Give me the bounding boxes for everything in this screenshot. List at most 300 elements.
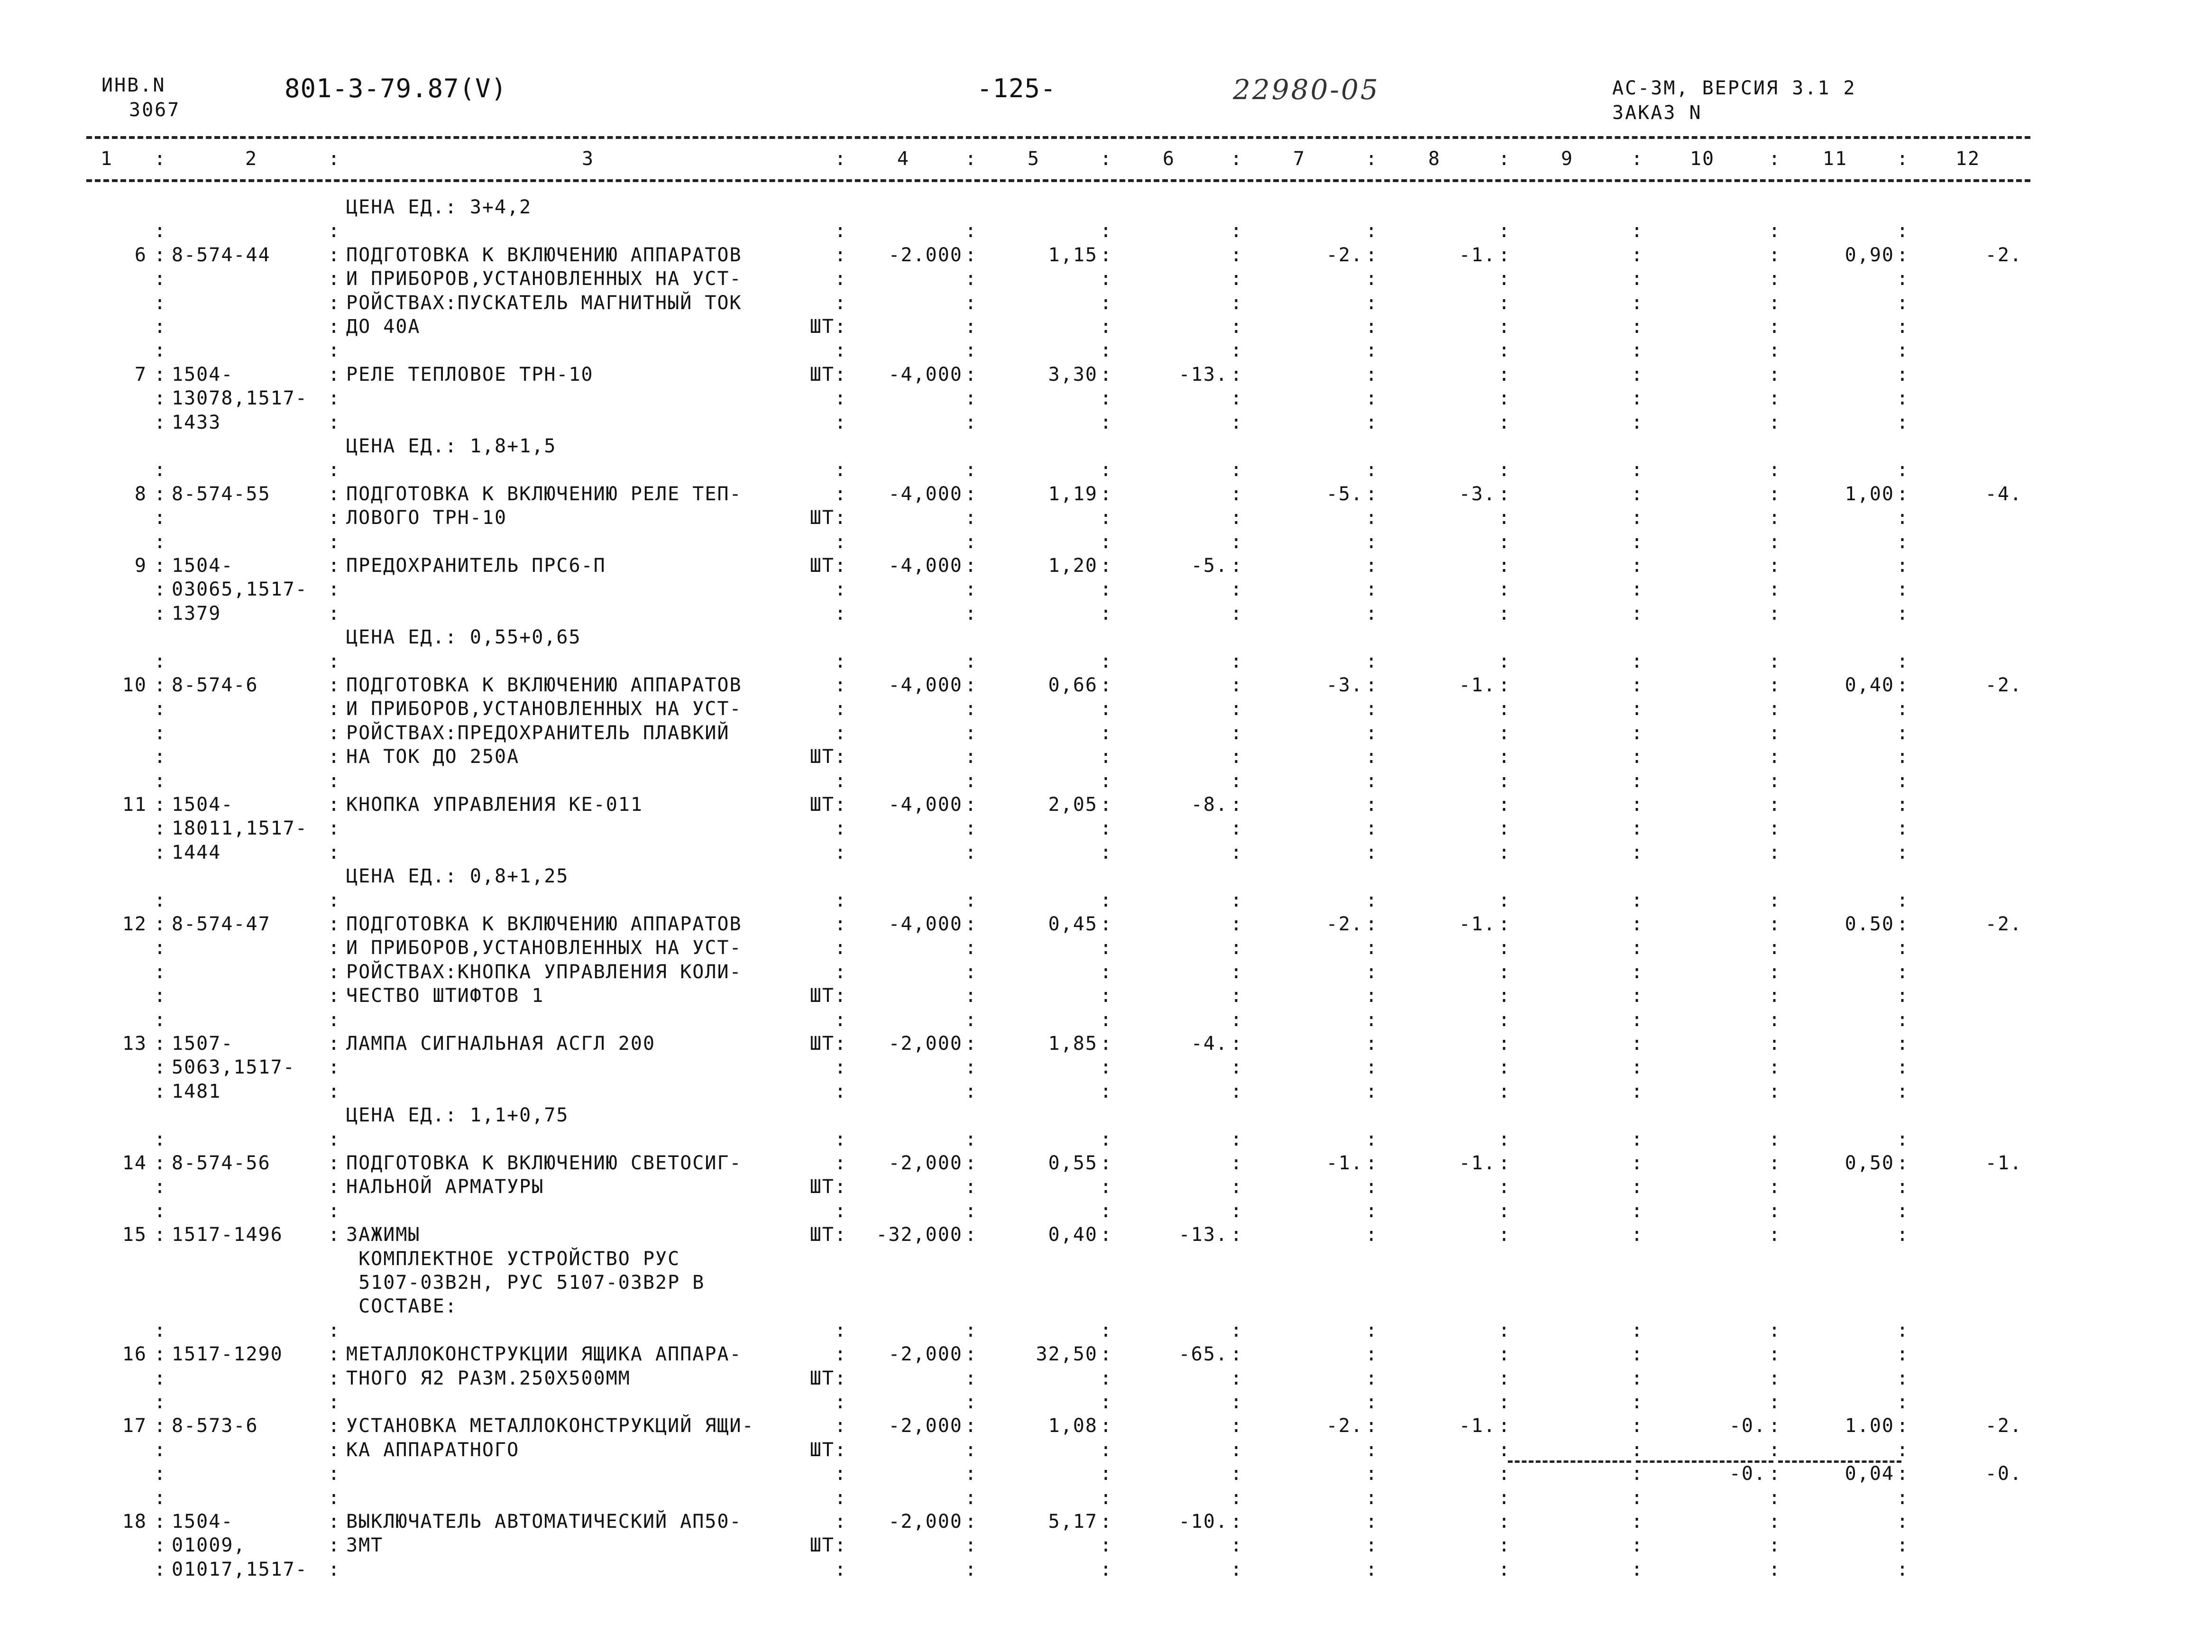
column-separator: :: [1498, 411, 1510, 433]
table-row: [0, 602, 2212, 625]
column-separator: :: [328, 1224, 340, 1246]
column-separator: :: [1100, 387, 1112, 410]
table-row: [0, 506, 2212, 530]
column-separator: :: [154, 1534, 166, 1557]
item-description: ПРЕДОХРАНИТЕЛЬ ПРС6-П: [346, 555, 606, 577]
column-separator: :: [1897, 770, 1909, 792]
column-separator: :: [328, 1511, 340, 1533]
row-number: 13: [122, 1033, 147, 1055]
column-separator: :: [154, 985, 166, 1007]
item-code: 03065,1517-: [172, 578, 308, 601]
column-separator: :: [1100, 698, 1112, 720]
column-separator: :: [1366, 698, 1377, 720]
column-separator: :: [1498, 650, 1510, 672]
column-separator: :: [965, 1463, 977, 1485]
column-separator: :: [1498, 1415, 1510, 1437]
column-separator: :: [1498, 698, 1510, 720]
column-separator: :: [965, 148, 977, 170]
column-separator: :: [835, 1033, 846, 1055]
column-separator: :: [1230, 1463, 1242, 1485]
value-col11: -2.: [1985, 674, 2022, 696]
column-separator: :: [1498, 746, 1510, 768]
column-separator: :: [1230, 937, 1242, 959]
column-separator: :: [328, 483, 340, 505]
row-number: 10: [122, 674, 147, 696]
column-separator: :: [1366, 650, 1377, 672]
item-description: КНОПКА УПРАВЛЕНИЯ КЕ-011: [346, 794, 643, 816]
column-separator: :: [1897, 1176, 1909, 1198]
column-separator: :: [1366, 340, 1377, 362]
table-row: [0, 554, 2212, 578]
column-separator: :: [835, 722, 846, 744]
column-separator: :: [1498, 889, 1510, 911]
column-separator: :: [1897, 1534, 1909, 1557]
separator-row: [0, 1128, 2212, 1151]
column-separator: :: [1230, 674, 1242, 696]
column-separator: :: [1366, 578, 1377, 601]
value-col6: -5.: [1191, 555, 1228, 577]
column-separator: :: [1100, 1367, 1112, 1389]
column-separator: :: [1631, 1033, 1643, 1055]
price-text: ЦЕНА ЕД.: 0,8+1,25: [346, 865, 569, 888]
column-separator: :: [1897, 578, 1909, 601]
column-separator: :: [1100, 1558, 1112, 1580]
column-header-3: 3: [581, 148, 595, 170]
column-separator: :: [1100, 674, 1112, 696]
column-separator: :: [1769, 1367, 1781, 1389]
column-separator: :: [1230, 841, 1242, 863]
column-separator: :: [1631, 1128, 1643, 1150]
column-separator: :: [1769, 985, 1781, 1007]
column-separator: :: [1769, 1511, 1781, 1533]
column-separator: :: [1631, 1056, 1643, 1079]
column-separator: :: [1366, 1534, 1377, 1557]
column-separator: :: [1631, 1487, 1643, 1509]
column-separator: :: [154, 794, 166, 816]
item-code: 1504-: [172, 794, 234, 816]
column-separator: :: [835, 1367, 846, 1389]
table-row: [0, 1080, 2212, 1103]
column-separator: :: [835, 1128, 846, 1150]
column-separator: :: [1100, 1176, 1112, 1198]
table-row: [0, 1558, 2212, 1581]
column-separator: :: [1631, 1367, 1643, 1389]
column-separator: :: [1769, 1487, 1781, 1509]
row-number: 9: [134, 555, 147, 577]
value-col6: -10.: [1178, 1511, 1228, 1533]
column-separator: :: [1897, 650, 1909, 672]
column-separator: :: [1769, 1391, 1781, 1413]
column-separator: :: [1230, 1152, 1242, 1174]
item-description: ПОДГОТОВКА К ВКЛЮЧЕНИЮ АППАРАТОВ: [346, 674, 742, 696]
column-separator: :: [1897, 387, 1909, 410]
column-separator: :: [835, 1152, 846, 1174]
column-separator: :: [154, 1343, 166, 1366]
column-separator: :: [1769, 1056, 1781, 1079]
column-separator: :: [965, 1391, 977, 1413]
column-separator: :: [1769, 1009, 1781, 1031]
unit-label: ШТ: [809, 316, 835, 338]
value-col10: 0,04: [1845, 1463, 1894, 1485]
item-code: 8-574-47: [172, 913, 271, 935]
column-separator: :: [1631, 1558, 1643, 1580]
column-separator: :: [1897, 1439, 1909, 1461]
column-separator: :: [1366, 817, 1377, 840]
column-separator: :: [1631, 531, 1643, 553]
column-separator: :: [1769, 220, 1781, 242]
column-separator: :: [1631, 1176, 1643, 1198]
column-separator: :: [1366, 316, 1377, 338]
column-separator: :: [1230, 746, 1242, 768]
column-separator: :: [1366, 961, 1377, 983]
handwritten-code: 22980-05: [1233, 73, 1380, 106]
column-separator: :: [1366, 1511, 1377, 1533]
column-separator: :: [1366, 1487, 1377, 1509]
column-separator: :: [1230, 1009, 1242, 1031]
column-separator: :: [1230, 1056, 1242, 1079]
row-number: 14: [122, 1152, 147, 1174]
item-code: 8-574-6: [172, 674, 258, 696]
column-separator: :: [328, 531, 340, 553]
value-col8: -1.: [1459, 674, 1496, 696]
item-description: И ПРИБОРОВ,УСТАНОВЛЕННЫХ НА УСТ-: [346, 937, 742, 959]
column-separator: :: [154, 507, 166, 529]
column-separator: :: [1897, 459, 1909, 481]
column-separator: :: [1631, 722, 1643, 744]
separator-row: [0, 769, 2212, 793]
column-separator: :: [1631, 1439, 1643, 1461]
row-number: 12: [122, 913, 147, 935]
column-separator: :: [1897, 1009, 1909, 1031]
column-separator: :: [154, 1511, 166, 1533]
item-description: ПОДГОТОВКА К ВКЛЮЧЕНИЮ АППАРАТОВ: [346, 913, 742, 935]
table-row: [0, 267, 2212, 291]
item-description: ЗАЖИМЫ: [346, 1224, 421, 1246]
table-row: [0, 745, 2212, 769]
column-separator: :: [1897, 722, 1909, 744]
table-row: [0, 1414, 2212, 1438]
column-separator: :: [1769, 937, 1781, 959]
column-separator: :: [835, 1319, 846, 1341]
column-separator: :: [1230, 1558, 1242, 1580]
column-separator: :: [1230, 1534, 1242, 1557]
item-code: 1517-1290: [172, 1343, 283, 1366]
column-separator: :: [1100, 985, 1112, 1007]
column-separator: :: [965, 292, 977, 314]
value-col6: -4.: [1191, 1033, 1228, 1055]
column-separator: :: [1631, 746, 1643, 768]
column-separator: :: [1366, 1343, 1377, 1366]
column-separator: :: [1100, 555, 1112, 577]
value-col8: -1.: [1459, 244, 1496, 266]
item-code: 1444: [172, 841, 221, 863]
column-separator: :: [1769, 268, 1781, 290]
column-separator: :: [835, 1056, 846, 1079]
column-separator: :: [1769, 1319, 1781, 1341]
column-separator: :: [1631, 148, 1643, 170]
column-separator: :: [1366, 363, 1377, 385]
value-col9: -0.: [1729, 1463, 1766, 1485]
table-row: [0, 1032, 2212, 1055]
unit-label: ШТ: [809, 1033, 835, 1055]
column-separator: :: [1897, 483, 1909, 505]
column-separator: :: [154, 1176, 166, 1198]
unit-label: ШТ: [809, 1176, 835, 1198]
column-separator: :: [965, 841, 977, 863]
column-separator: :: [154, 817, 166, 840]
column-separator: :: [1366, 507, 1377, 529]
column-separator: :: [965, 1319, 977, 1341]
column-separator: :: [965, 387, 977, 410]
column-separator: :: [154, 148, 166, 170]
column-separator: :: [1631, 794, 1643, 816]
column-separator: :: [1366, 1439, 1377, 1461]
column-separator: :: [154, 1558, 166, 1580]
column-separator: :: [1100, 1224, 1112, 1246]
column-separator: :: [328, 722, 340, 744]
column-separator: :: [154, 316, 166, 338]
column-separator: :: [328, 937, 340, 959]
column-separator: :: [1366, 889, 1377, 911]
column-separator: :: [1366, 387, 1377, 410]
column-separator: :: [328, 459, 340, 481]
column-separator: :: [965, 555, 977, 577]
column-separator: :: [1230, 1439, 1242, 1461]
price-text: КОМПЛЕКТНОЕ УСТРОЙСТВО РУС: [346, 1248, 680, 1270]
column-separator: :: [1230, 1319, 1242, 1341]
column-separator: :: [835, 340, 846, 362]
column-separator: :: [154, 1439, 166, 1461]
column-separator: :: [1631, 1391, 1643, 1413]
column-separator: :: [1230, 770, 1242, 792]
column-separator: :: [1769, 387, 1781, 410]
item-description: ЧЕСТВО ШТИФТОВ 1: [346, 985, 544, 1007]
column-separator: :: [1100, 937, 1112, 959]
item-description: И ПРИБОРОВ,УСТАНОВЛЕННЫХ НА УСТ-: [346, 698, 742, 720]
column-separator: :: [154, 937, 166, 959]
item-code: 8-573-6: [172, 1415, 258, 1437]
item-code: 1433: [172, 411, 221, 433]
value-col5: 0,66: [1048, 674, 1098, 696]
column-separator: :: [835, 507, 846, 529]
column-separator: :: [328, 1200, 340, 1222]
item-description: ЛОВОГО ТРН-10: [346, 507, 507, 529]
column-separator: :: [1498, 961, 1510, 983]
column-separator: :: [1100, 1128, 1112, 1150]
column-separator: :: [1897, 841, 1909, 863]
column-separator: :: [965, 1080, 977, 1102]
table-row: [0, 936, 2212, 960]
column-separator: :: [965, 268, 977, 290]
column-separator: :: [965, 316, 977, 338]
column-separator: :: [1366, 1176, 1377, 1198]
column-separator: :: [1769, 578, 1781, 601]
unit-label: ШТ: [809, 363, 835, 385]
separator-row: [0, 219, 2212, 243]
row-number: 15: [122, 1224, 147, 1246]
column-separator: :: [1100, 961, 1112, 983]
column-separator: :: [1100, 1463, 1112, 1485]
column-separator: :: [1100, 1080, 1112, 1102]
column-separator: :: [1769, 1128, 1781, 1150]
value-col4: -4,000: [888, 794, 963, 816]
column-separator: :: [154, 1319, 166, 1341]
column-header-4: 4: [897, 148, 910, 170]
column-separator: :: [1897, 698, 1909, 720]
column-separator: :: [835, 746, 846, 768]
column-header-2: 2: [245, 148, 258, 170]
column-separator: :: [154, 1415, 166, 1437]
column-separator: :: [1498, 459, 1510, 481]
column-separator: :: [328, 1033, 340, 1055]
column-separator: :: [328, 292, 340, 314]
price-text: СОСТАВЕ:: [346, 1295, 458, 1318]
column-separator: :: [1100, 1152, 1112, 1174]
column-separator: :: [1498, 817, 1510, 840]
column-separator: :: [965, 1128, 977, 1150]
column-separator: :: [1100, 1009, 1112, 1031]
column-separator: :: [835, 1558, 846, 1580]
column-separator: :: [328, 770, 340, 792]
column-separator: :: [1366, 913, 1377, 935]
price-text: ЦЕНА ЕД.: 1,1+0,75: [346, 1104, 569, 1127]
column-separator: :: [328, 1056, 340, 1079]
column-separator: :: [1631, 1200, 1643, 1222]
order-label: ЗАКАЗ N: [1612, 102, 1702, 124]
header-rule-top: [86, 136, 2030, 139]
column-separator: :: [328, 387, 340, 410]
item-description: НА ТОК ДО 250А: [346, 746, 520, 768]
column-separator: :: [835, 961, 846, 983]
column-separator: :: [1769, 1415, 1781, 1437]
column-separator: :: [1100, 650, 1112, 672]
item-code: 1504-: [172, 555, 234, 577]
column-separator: :: [965, 578, 977, 601]
column-separator: :: [1897, 1128, 1909, 1150]
value-col7: -2.: [1326, 1415, 1363, 1437]
column-separator: :: [1631, 985, 1643, 1007]
column-separator: :: [1897, 1224, 1909, 1246]
column-separator: :: [1897, 794, 1909, 816]
column-separator: :: [1366, 1033, 1377, 1055]
column-separator: :: [1100, 531, 1112, 553]
column-separator: :: [1100, 913, 1112, 935]
column-separator: :: [1897, 292, 1909, 314]
unit-label: ШТ: [809, 985, 835, 1007]
document-code: 801-3-79.87(V): [285, 73, 507, 103]
column-separator: :: [1769, 722, 1781, 744]
column-separator: :: [328, 817, 340, 840]
column-separator: :: [1631, 268, 1643, 290]
separator-row: [0, 530, 2212, 554]
column-separator: :: [1498, 1009, 1510, 1031]
column-separator: :: [328, 913, 340, 935]
value-col10: 1.00: [1845, 1415, 1894, 1437]
value-col4: -2.000: [888, 244, 963, 266]
column-separator: :: [1100, 483, 1112, 505]
item-description: РЕЛЕ ТЕПЛОВОЕ ТРН-10: [346, 363, 594, 385]
unit-label: ШТ: [809, 794, 835, 816]
column-separator: :: [1631, 1152, 1643, 1174]
value-col8: -1.: [1459, 913, 1496, 935]
item-description: РОЙСТВАХ:ПУСКАТЕЛЬ МАГНИТНЫЙ ТОК: [346, 292, 742, 314]
column-header-5: 5: [1027, 148, 1040, 170]
column-separator: :: [1897, 268, 1909, 290]
value-col4: -2,000: [888, 1152, 963, 1174]
column-separator: :: [1366, 220, 1377, 242]
column-separator: :: [1100, 817, 1112, 840]
item-description: ПОДГОТОВКА К ВКЛЮЧЕНИЮ РЕЛЕ ТЕП-: [346, 483, 742, 505]
column-separator: :: [965, 1415, 977, 1437]
column-separator: :: [154, 555, 166, 577]
column-separator: :: [835, 985, 846, 1007]
column-separator: :: [1498, 531, 1510, 553]
column-separator: :: [1769, 1176, 1781, 1198]
column-separator: :: [328, 507, 340, 529]
value-col5: 1,08: [1048, 1415, 1098, 1437]
unit-label: ШТ: [809, 1367, 835, 1389]
value-col5: 32,50: [1036, 1343, 1098, 1366]
column-separator: :: [328, 340, 340, 362]
value-col5: 0,55: [1048, 1152, 1098, 1174]
column-separator: :: [1498, 1128, 1510, 1150]
column-separator: :: [1897, 244, 1909, 266]
column-separator: :: [1498, 292, 1510, 314]
column-separator: :: [1498, 1463, 1510, 1485]
column-separator: :: [835, 578, 846, 601]
column-separator: :: [1230, 961, 1242, 983]
column-separator: :: [965, 459, 977, 481]
item-code: 18011,1517-: [172, 817, 308, 840]
column-separator: :: [1366, 746, 1377, 768]
value-col11: -0.: [1985, 1463, 2022, 1485]
column-separator: :: [965, 770, 977, 792]
column-separator: :: [1230, 1128, 1242, 1150]
row-number: 11: [122, 794, 147, 816]
column-separator: :: [1498, 1391, 1510, 1413]
column-separator: :: [1631, 363, 1643, 385]
column-separator: :: [1498, 1176, 1510, 1198]
column-separator: :: [965, 961, 977, 983]
column-separator: :: [1897, 602, 1909, 624]
column-separator: :: [1631, 578, 1643, 601]
column-separator: :: [965, 1176, 977, 1198]
column-separator: :: [1230, 268, 1242, 290]
column-separator: :: [835, 387, 846, 410]
column-separator: :: [1498, 1200, 1510, 1222]
column-separator: :: [328, 1319, 340, 1341]
column-separator: :: [835, 602, 846, 624]
value-col4: -32,000: [876, 1224, 963, 1246]
table-row: [0, 984, 2212, 1008]
column-separator: :: [965, 674, 977, 696]
column-separator: :: [835, 1487, 846, 1509]
table-row: [0, 1151, 2212, 1175]
value-col5: 0,45: [1048, 913, 1098, 935]
column-separator: :: [1100, 1319, 1112, 1341]
column-separator: :: [328, 1128, 340, 1150]
column-separator: :: [1100, 1415, 1112, 1437]
column-separator: :: [154, 722, 166, 744]
unit-label: ШТ: [809, 1224, 835, 1246]
column-separator: :: [965, 602, 977, 624]
column-separator: :: [1769, 1534, 1781, 1557]
column-separator: :: [154, 483, 166, 505]
value-col10: 1,00: [1845, 483, 1894, 505]
column-separator: :: [1897, 411, 1909, 433]
column-separator: :: [1100, 1200, 1112, 1222]
item-description: И ПРИБОРОВ,УСТАНОВЛЕННЫХ НА УСТ-: [346, 268, 742, 290]
